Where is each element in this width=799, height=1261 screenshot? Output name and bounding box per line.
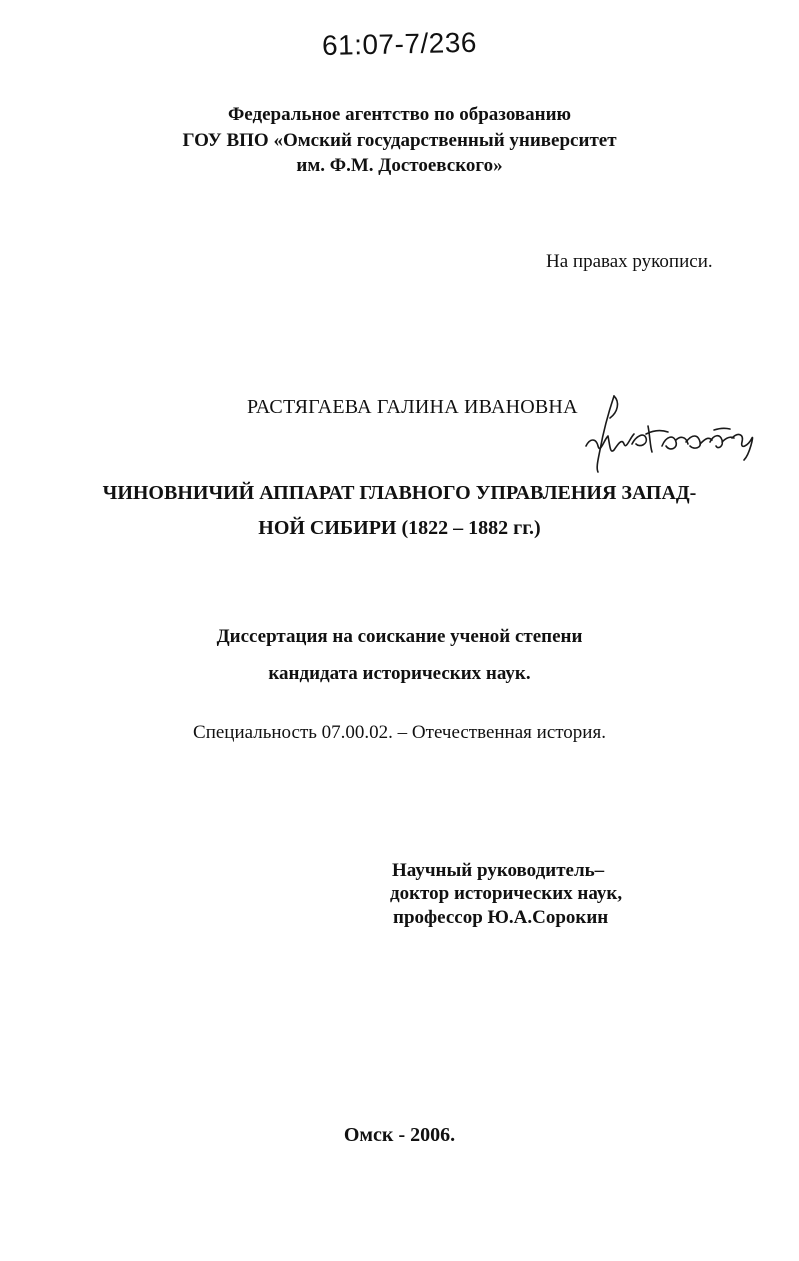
degree-line-1: Диссертация на соискание ученой степени <box>216 626 583 647</box>
organization-line-3: им. Ф.М. Достоевского» <box>296 155 503 176</box>
organization-line-2: ГОУ ВПО «Омский государственный университет <box>182 130 617 151</box>
organization-line-1: Федеральное агентство по образованию <box>227 104 572 125</box>
dissertation-title-line-2: НОЙ СИБИРИ (1822 – 1882 гг.) <box>258 517 541 539</box>
degree-line-2: кандидата исторических наук. <box>268 663 531 684</box>
supervisor-line-1: Научный руководитель– <box>392 860 605 881</box>
manuscript-rights-note: На правах рукописи. <box>546 251 713 272</box>
handwritten-signature-icon <box>574 388 764 478</box>
dissertation-title-line-1: ЧИНОВНИЧИЙ АППАРАТ ГЛАВНОГО УПРАВЛЕНИЯ ЗАПАД- <box>102 482 697 504</box>
library-stamp: 61:07-7/236 <box>321 26 478 61</box>
supervisor-line-2: доктор исторических наук, <box>390 883 623 904</box>
supervisor-line-3: профессор Ю.А.Сорокин <box>393 907 609 928</box>
specialty: Специальность 07.00.02. – Отечественная история. <box>193 722 606 743</box>
author-name: РАСТЯГАЕВА ГАЛИНА ИВАНОВНА <box>247 396 578 418</box>
city-year: Омск - 2006. <box>343 1124 456 1146</box>
